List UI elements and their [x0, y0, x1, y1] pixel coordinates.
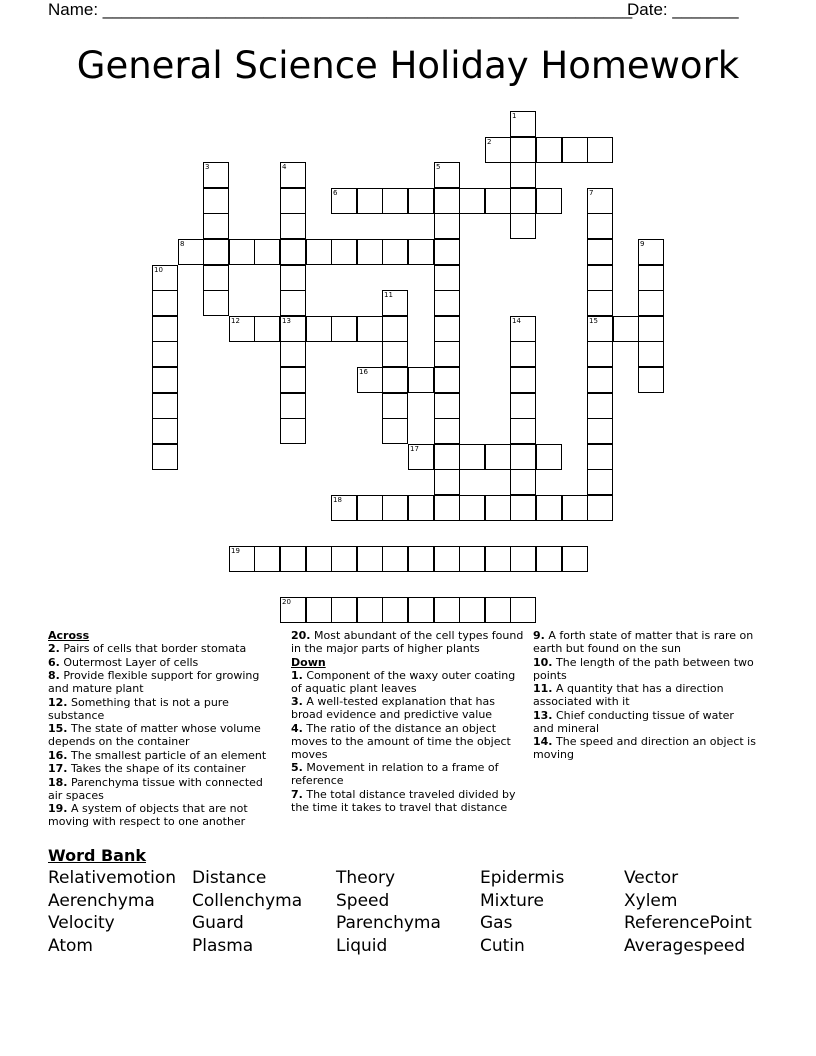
crossword-cell[interactable]	[613, 316, 639, 342]
across-heading: Across	[48, 629, 90, 642]
clue-number: 9	[640, 240, 645, 248]
crossword-cell[interactable]	[203, 162, 229, 188]
clue-down-5: 5. Movement in relation to a frame of reference	[291, 761, 499, 787]
crossword-cell[interactable]	[434, 188, 460, 214]
crossword-cell[interactable]	[459, 597, 485, 623]
crossword-cell[interactable]	[229, 316, 255, 342]
crossword-cell[interactable]	[510, 495, 536, 521]
crossword-cell[interactable]	[536, 444, 562, 470]
clue-number: 15	[589, 317, 598, 325]
crossword-cell[interactable]	[203, 213, 229, 239]
crossword-cell[interactable]	[152, 418, 178, 444]
crossword-cell[interactable]	[638, 265, 664, 291]
crossword-cell[interactable]	[434, 290, 460, 316]
crossword-cell[interactable]	[408, 367, 434, 393]
crossword-cell[interactable]	[254, 239, 280, 265]
clue-across-16: 16. The smallest particle of an element	[48, 748, 267, 762]
clue-number: 4	[282, 163, 287, 171]
word-bank-item: Relativemotion	[48, 868, 177, 888]
word-bank-item: Mixture	[480, 890, 544, 911]
crossword-cell[interactable]	[587, 393, 613, 419]
crossword-cell[interactable]	[587, 469, 613, 495]
crossword-cell[interactable]	[280, 597, 306, 623]
clue-down-10: 10. The length of the path between two points	[533, 655, 754, 682]
crossword-cell[interactable]	[434, 239, 460, 265]
crossword-cell[interactable]	[306, 546, 332, 572]
crossword-cell[interactable]	[203, 239, 229, 265]
clue-across-20: 20. Most abundant of the cell types found in the major parts of higher plants	[291, 629, 524, 655]
crossword-cell[interactable]	[587, 265, 613, 291]
crossword-cell[interactable]	[280, 265, 306, 291]
word-bank-item: Velocity	[48, 913, 115, 934]
name-field-label: Name: ________________________________________________________	[48, 0, 633, 19]
crossword-cell[interactable]	[382, 239, 408, 265]
crossword-cell[interactable]	[638, 367, 664, 393]
crossword-cell[interactable]	[382, 495, 408, 521]
crossword-cell[interactable]	[331, 495, 357, 521]
word-bank-item: Theory	[336, 868, 396, 888]
crossword-cell[interactable]	[408, 444, 434, 470]
crossword-cell[interactable]	[152, 393, 178, 419]
clue-number: 10	[154, 266, 163, 274]
crossword-cell[interactable]	[357, 316, 383, 342]
crossword-cell[interactable]	[510, 188, 536, 214]
crossword-cell[interactable]	[485, 597, 511, 623]
crossword-cell[interactable]	[434, 162, 460, 188]
crossword-cell[interactable]	[280, 393, 306, 419]
crossword-cell[interactable]	[152, 265, 178, 291]
crossword-cell[interactable]	[587, 367, 613, 393]
clue-number: 19	[231, 547, 240, 555]
crossword-cell[interactable]	[382, 418, 408, 444]
crossword-cell[interactable]	[587, 290, 613, 316]
crossword-cell[interactable]	[562, 137, 588, 163]
crossword-cell[interactable]	[382, 341, 408, 367]
crossword-cell[interactable]	[459, 546, 485, 572]
word-bank-title: Word Bank	[48, 846, 147, 865]
crossword-cell[interactable]	[536, 495, 562, 521]
clue-number: 1	[512, 112, 517, 120]
clue-across-15: 15. The state of matter whose volume depends on the container	[48, 722, 261, 748]
word-bank-item: Gas	[480, 913, 513, 934]
clue-down-14: 14. The speed and direction an object is moving	[533, 735, 756, 761]
word-bank-item: Distance	[192, 868, 267, 888]
word-bank-item: Speed	[336, 890, 390, 911]
crossword-cell[interactable]	[562, 495, 588, 521]
crossword-cell[interactable]	[587, 137, 613, 163]
crossword-cell[interactable]	[510, 444, 536, 470]
crossword-cell[interactable]	[203, 188, 229, 214]
crossword-cell[interactable]	[280, 188, 306, 214]
crossword-cell[interactable]	[382, 367, 408, 393]
crossword-cell[interactable]	[485, 137, 511, 163]
date-field-label: Date: _______	[627, 0, 739, 19]
crossword-cell[interactable]	[280, 316, 306, 342]
clue-number: 16	[359, 368, 368, 376]
clue-number: 12	[231, 317, 240, 325]
crossword-cell[interactable]	[587, 316, 613, 342]
crossword-cell[interactable]	[510, 597, 536, 623]
crossword-cell[interactable]	[382, 316, 408, 342]
clue-column-1	[48, 629, 278, 829]
crossword-cell[interactable]	[408, 597, 434, 623]
crossword-cell[interactable]	[459, 495, 485, 521]
crossword-cell[interactable]	[408, 546, 434, 572]
crossword-cell[interactable]	[280, 341, 306, 367]
clue-down-1: 1. Component of the waxy outer coating of aquatic plant leaves	[291, 668, 516, 695]
crossword-cell[interactable]	[510, 418, 536, 444]
crossword-cell[interactable]	[152, 316, 178, 342]
crossword-cell[interactable]	[331, 188, 357, 214]
clue-across-8: 8. Provide flexible support for growing and mature plant	[48, 669, 260, 695]
crossword-cell[interactable]	[229, 239, 255, 265]
crossword-cell[interactable]	[152, 367, 178, 393]
crossword-cell[interactable]	[536, 546, 562, 572]
crossword-cell[interactable]	[510, 341, 536, 367]
clue-number: 8	[180, 240, 185, 248]
clue-column-2	[291, 629, 526, 814]
crossword-cell[interactable]	[254, 546, 280, 572]
crossword-cell[interactable]	[357, 239, 383, 265]
crossword-cell[interactable]	[280, 162, 306, 188]
crossword-cell[interactable]	[510, 162, 536, 188]
clue-across-17: 17. Takes the shape of its container	[48, 762, 246, 775]
word-bank-item: Liquid	[336, 936, 388, 957]
crossword-cell[interactable]	[280, 418, 306, 444]
crossword-cell[interactable]	[434, 469, 460, 495]
crossword-cell[interactable]	[331, 546, 357, 572]
crossword-cell[interactable]	[434, 418, 460, 444]
crossword-cell[interactable]	[434, 495, 460, 521]
crossword-cell[interactable]	[254, 316, 280, 342]
clue-down-4: 4. The ratio of the distance an object moves to the amount of time the object moves	[291, 721, 511, 761]
clue-down-13: 13. Chief conducting tissue of water and mineral	[533, 708, 734, 735]
clue-number: 20	[282, 598, 291, 606]
crossword-cell[interactable]	[203, 265, 229, 291]
crossword-cell[interactable]	[331, 239, 357, 265]
crossword-cell[interactable]	[382, 546, 408, 572]
clue-number: 11	[384, 291, 393, 299]
crossword-cell[interactable]	[382, 290, 408, 316]
clue-number: 14	[512, 317, 521, 325]
down-heading: Down	[291, 655, 326, 669]
crossword-cell[interactable]	[510, 137, 536, 163]
crossword-cell[interactable]	[485, 495, 511, 521]
crossword-cell[interactable]	[562, 546, 588, 572]
crossword-cell[interactable]	[434, 597, 460, 623]
word-bank-item: Averagespeed	[624, 936, 746, 957]
word-bank-item: Xylem	[624, 890, 678, 911]
clue-number: 3	[205, 163, 210, 171]
crossword-cell[interactable]	[357, 597, 383, 623]
crossword-cell[interactable]	[434, 341, 460, 367]
crossword-cell[interactable]	[510, 546, 536, 572]
clue-down-9: 9. A forth state of matter that is rare on earth but found on the sun	[533, 629, 754, 655]
crossword-cell[interactable]	[459, 188, 485, 214]
crossword-cell[interactable]	[280, 367, 306, 393]
clue-column-3	[533, 629, 758, 762]
crossword-cell[interactable]	[485, 188, 511, 214]
crossword-cell[interactable]	[280, 290, 306, 316]
crossword-cell[interactable]	[434, 265, 460, 291]
crossword-cell[interactable]	[280, 239, 306, 265]
clue-across-12: 12. Something that is not a pure substance	[48, 695, 229, 722]
word-bank-item: Collenchyma	[192, 890, 303, 911]
clue-across-18: 18. Parenchyma tissue with connected air spaces	[48, 775, 263, 802]
crossword-cell[interactable]	[434, 316, 460, 342]
word-bank-item: Epidermis	[480, 868, 565, 888]
crossword-cell[interactable]	[638, 239, 664, 265]
crossword-cell[interactable]	[306, 239, 332, 265]
crossword-cell[interactable]	[280, 213, 306, 239]
word-bank-item: Parenchyma	[336, 913, 441, 934]
clue-across-2: 2. Pairs of cells that border stomata	[48, 642, 247, 655]
word-bank-item: ReferencePoint	[624, 913, 752, 934]
crossword-cell[interactable]	[587, 444, 613, 470]
clue-down-7: 7. The total distance traveled divided by the time it takes to travel that distance	[291, 787, 516, 814]
crossword-cell[interactable]	[434, 367, 460, 393]
clue-across-19: 19. A system of objects that are not moving with respect to one another	[48, 802, 248, 828]
crossword-cell[interactable]	[459, 444, 485, 470]
word-bank-item: Plasma	[192, 936, 254, 957]
word-bank-item: Guard	[192, 913, 244, 934]
clue-down-11: 11. A quantity that has a direction associated with it	[533, 682, 724, 708]
crossword-cell[interactable]	[357, 546, 383, 572]
crossword-cell[interactable]	[485, 546, 511, 572]
crossword-cell[interactable]	[306, 316, 332, 342]
clue-number: 17	[410, 445, 419, 453]
crossword-cell[interactable]	[382, 393, 408, 419]
crossword-cell[interactable]	[331, 316, 357, 342]
word-bank-item: Cutin	[480, 936, 525, 957]
crossword-cell[interactable]	[510, 213, 536, 239]
word-bank-item: Aerenchyma	[48, 890, 155, 911]
crossword-cell[interactable]	[536, 137, 562, 163]
crossword-cell[interactable]	[357, 495, 383, 521]
crossword-cell[interactable]	[485, 444, 511, 470]
clue-number: 18	[333, 496, 342, 504]
crossword-cell[interactable]	[331, 597, 357, 623]
crossword-cell[interactable]	[382, 188, 408, 214]
clue-across-6: 6. Outermost Layer of cells	[48, 655, 199, 669]
clue-number: 7	[589, 189, 594, 197]
crossword-cell[interactable]	[178, 239, 204, 265]
word-bank-item: Vector	[624, 868, 679, 888]
crossword-cell[interactable]	[587, 188, 613, 214]
crossword-cell[interactable]	[638, 316, 664, 342]
clue-down-3: 3. A well-tested explanation that has broad evidence and predictive value	[291, 695, 496, 721]
crossword-cell[interactable]	[638, 290, 664, 316]
crossword-cell[interactable]	[408, 239, 434, 265]
clue-number: 2	[487, 138, 492, 146]
crossword-cell[interactable]	[434, 393, 460, 419]
crossword-cell[interactable]	[510, 393, 536, 419]
page-title: General Science Holiday Homework	[76, 44, 740, 87]
crossword-cell[interactable]	[587, 495, 613, 521]
crossword-cell[interactable]	[152, 341, 178, 367]
crossword-cell[interactable]	[587, 239, 613, 265]
crossword-cell[interactable]	[229, 546, 255, 572]
crossword-cell[interactable]	[382, 597, 408, 623]
crossword-cell[interactable]	[408, 188, 434, 214]
crossword-cell[interactable]	[638, 341, 664, 367]
clue-number: 6	[333, 189, 338, 197]
crossword-cell[interactable]	[280, 546, 306, 572]
crossword-cell[interactable]	[510, 111, 536, 137]
crossword-cell[interactable]	[408, 495, 434, 521]
crossword-cell[interactable]	[587, 213, 613, 239]
crossword-cell[interactable]	[434, 213, 460, 239]
crossword-cell[interactable]	[510, 469, 536, 495]
clue-number: 13	[282, 317, 291, 325]
crossword-cell[interactable]	[510, 367, 536, 393]
crossword-cell[interactable]	[357, 188, 383, 214]
crossword-cell[interactable]	[536, 188, 562, 214]
crossword-cell[interactable]	[203, 290, 229, 316]
crossword-cell[interactable]	[587, 418, 613, 444]
crossword-cell[interactable]	[357, 367, 383, 393]
crossword-cell[interactable]	[587, 341, 613, 367]
word-bank-item: Atom	[48, 936, 93, 957]
clue-number: 5	[436, 163, 441, 171]
word-bank	[48, 867, 768, 958]
crossword-cell[interactable]	[510, 316, 536, 342]
crossword-cell[interactable]	[434, 546, 460, 572]
crossword-cell[interactable]	[152, 290, 178, 316]
crossword-cell[interactable]	[306, 597, 332, 623]
crossword-cell[interactable]	[152, 444, 178, 470]
crossword-cell[interactable]	[434, 444, 460, 470]
